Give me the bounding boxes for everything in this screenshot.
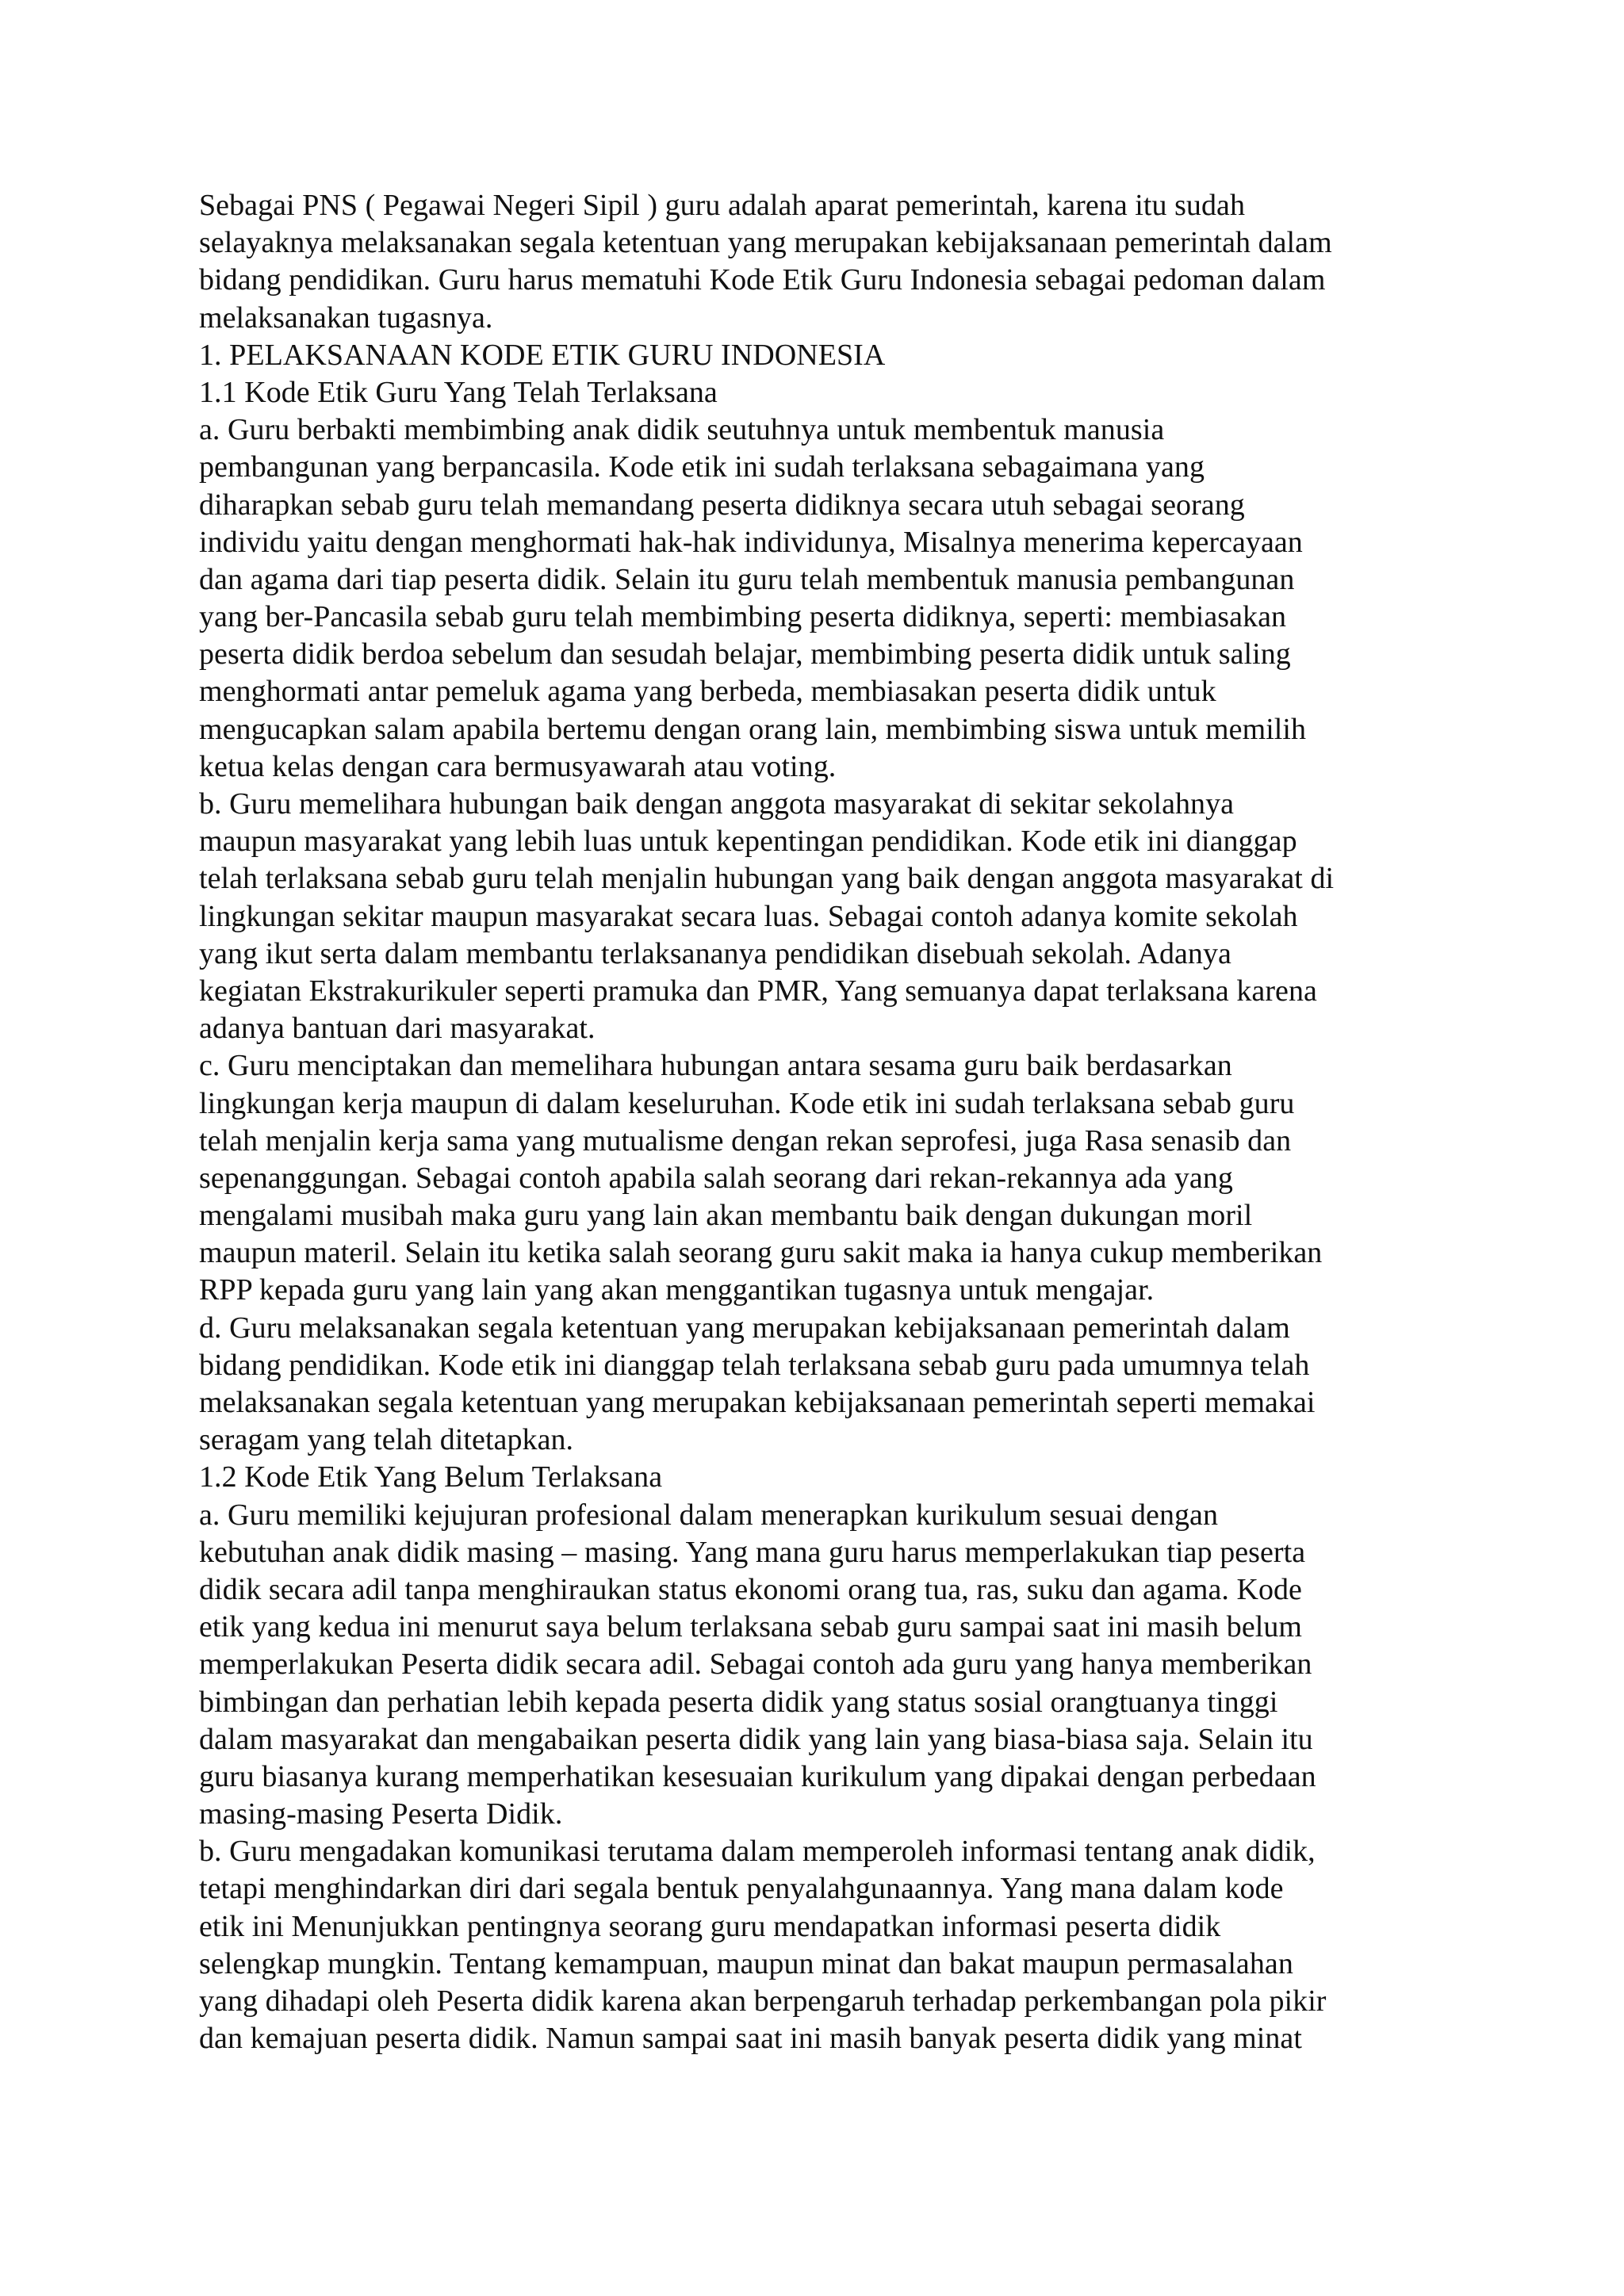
text-line: etik ini Menunjukkan pentingnya seorang guru mendapatkan informasi peserta didik [199,1909,1221,1943]
text-line: bidang pendidikan. Kode etik ini dianggap telah terlaksana sebab guru pada umumnya telah [199,1348,1310,1382]
text-line: bimbingan dan perhatian lebih kepada peserta didik yang status sosial orangtuanya tinggi [199,1685,1278,1719]
text-line: mengucapkan salam apabila bertemu dengan orang lain, membimbing siswa untuk memilih [199,712,1307,746]
text-line: bidang pendidikan. Guru harus mematuhi Kode Etik Guru Indonesia sebagai pedoman dalam [199,263,1326,297]
text-line: tetapi menghindarkan diri dari segala bentuk penyalahgunaannya. Yang mana dalam kode [199,1872,1284,1906]
text-line: adanya bantuan dari masyarakat. [199,1012,596,1046]
text-line: kebutuhan anak didik masing – masing. Yang mana guru harus memperlakukan tiap peserta [199,1535,1306,1569]
text-line: melaksanakan segala ketentuan yang merupakan kebijaksanaan pemerintah seperti memakai [199,1386,1316,1419]
text-line: memperlakukan Peserta didik secara adil. Sebagai contoh ada guru yang hanya memberikan [199,1647,1312,1682]
text-line: peserta didik berdoa sebelum dan sesudah belajar, membimbing peserta didik untuk saling [199,637,1291,672]
text-line: selayaknya melaksanakan segala ketentuan yang merupakan kebijaksanaan pemerintah dalam [199,226,1332,260]
text-line: dalam masyarakat dan mengabaikan peserta didik yang lain yang biasa-biasa saja. Selain itu [199,1722,1313,1756]
text-line: dan kemajuan peserta didik. Namun sampai saat ini masih banyak peserta didik yang minat [199,2022,1302,2056]
text-line: telah terlaksana sebab guru telah menjalin hubungan yang baik dengan anggota masyarakat di [199,862,1335,896]
text-line: 1.1 Kode Etik Guru Yang Telah Terlaksana [199,375,718,409]
text-line: diharapkan sebab guru telah memandang peserta didiknya secara utuh sebagai seorang [199,488,1245,522]
text-line: lingkungan kerja maupun di dalam keseluruhan. Kode etik ini sudah terlaksana sebab guru [199,1086,1295,1120]
text-line: melaksanakan tugasnya. [199,300,493,335]
text-line: ketua kelas dengan cara bermusyawarah atau voting. [199,749,837,783]
text-line: yang dihadapi oleh Peserta didik karena akan berpengaruh terhadap perkembangan pola pikir [199,1984,1327,2018]
text-line: pembangunan yang berpancasila. Kode etik ini sudah terlaksana sebagaimana yang [199,450,1205,484]
text-line: b. Guru mengadakan komunikasi terutama dalam memperoleh informasi tentang anak didik, [199,1835,1316,1869]
text-line: c. Guru menciptakan dan memelihara hubungan antara sesama guru baik berdasarkan [199,1049,1232,1083]
text-line: 1. PELAKSANAAN KODE ETIK GURU INDONESIA [199,338,886,372]
text-line: Sebagai PNS ( Pegawai Negeri Sipil ) guru adalah aparat pemerintah, karena itu sudah [199,189,1246,222]
text-line: b. Guru memelihara hubungan baik dengan anggota masyarakat di sekitar sekolahnya [199,787,1235,821]
text-line: maupun masyarakat yang lebih luas untuk kepentingan pendidikan. Kode etik ini dianggap [199,825,1297,859]
text-line: lingkungan sekitar maupun masyarakat secara luas. Sebagai contoh adanya komite sekolah [199,899,1298,933]
text-line: mengalami musibah maka guru yang lain akan membantu baik dengan dukungan moril [199,1199,1253,1233]
text-line: maupun materil. Selain itu ketika salah seorang guru sakit maka ia hanya cukup memberikan [199,1236,1323,1270]
text-line: a. Guru memiliki kejujuran profesional dalam menerapkan kurikulum sesuai dengan [199,1498,1219,1532]
text-line: yang ber-Pancasila sebab guru telah membimbing peserta didiknya, seperti: membiasakan [199,600,1287,634]
text-line: telah menjalin kerja sama yang mutualisme dengan rekan seprofesi, juga Rasa senasib dan [199,1123,1292,1158]
text-line: sepenanggungan. Sebagai contoh apabila salah seorang dari rekan-rekannya ada yang [199,1161,1233,1195]
text-line: d. Guru melaksanakan segala ketentuan yang merupakan kebijaksanaan pemerintah dalam [199,1311,1290,1345]
text-line: etik yang kedua ini menurut saya belum terlaksana sebab guru sampai saat ini masih belum [199,1610,1303,1644]
text-line: masing-masing Peserta Didik. [199,1797,563,1831]
text-line: individu yaitu dengan menghormati hak-hak individunya, Misalnya menerima kepercayaan [199,525,1303,559]
text-line: yang ikut serta dalam membantu terlaksananya pendidikan disebuah sekolah. Adanya [199,936,1231,970]
text-line: didik secara adil tanpa menghiraukan status ekonomi orang tua, ras, suku dan agama. Kode [199,1572,1302,1606]
text-line: 1.2 Kode Etik Yang Belum Terlaksana [199,1460,663,1494]
text-line: menghormati antar pemeluk agama yang berbeda, membiasakan peserta didik untuk [199,675,1216,709]
text-line: seragam yang telah ditetapkan. [199,1423,574,1457]
text-line: kegiatan Ekstrakurikuler seperti pramuka dan PMR, Yang semuanya dapat terlaksana karena [199,974,1317,1008]
text-line: RPP kepada guru yang lain yang akan menggantikan tugasnya untuk mengajar. [199,1273,1155,1307]
text-line: guru biasanya kurang memperhatikan kesesuaian kurikulum yang dipakai dengan perbedaan [199,1759,1316,1793]
document-body [199,187,1452,2057]
text-line: a. Guru berbakti membimbing anak didik seutuhnya untuk membentuk manusia [199,413,1165,447]
text-line: selengkap mungkin. Tentang kemampuan, maupun minat dan bakat maupun permasalahan [199,1946,1293,1980]
text-line: dan agama dari tiap peserta didik. Selain itu guru telah membentuk manusia pembangunan [199,562,1295,596]
